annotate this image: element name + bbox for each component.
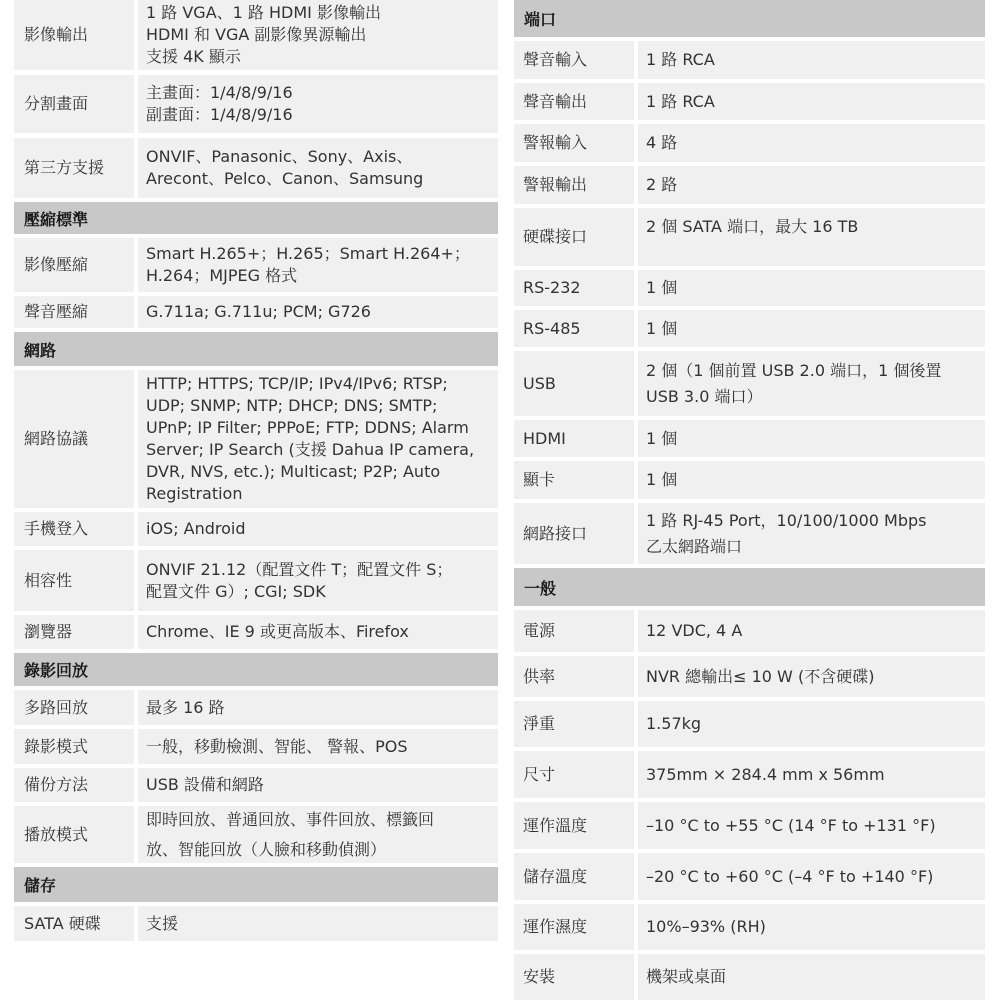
spec-row-power-rate (514, 656, 985, 697)
spec-label: 影像壓縮 (14, 238, 134, 292)
spec-label: SATA 硬碟 (14, 906, 134, 941)
spec-row-weight (514, 701, 985, 747)
spec-label: RS-232 (514, 270, 634, 306)
spec-label: 運作濕度 (514, 904, 634, 950)
spec-row-rs485 (514, 310, 985, 347)
spec-label: 影像輸出 (14, 0, 134, 70)
spec-label: USB (514, 351, 634, 416)
spec-value: ONVIF、Panasonic、Sony、Axis、 Arecont、Pelco、Canon、Samsung (138, 138, 498, 198)
spec-row-usb (514, 351, 985, 416)
spec-row-op-temp (514, 802, 985, 849)
spec-label: 手機登入 (14, 512, 134, 546)
spec-row-split-screen (14, 75, 498, 133)
spec-value: 10%–93% (RH) (638, 904, 985, 950)
spec-value: 1 個 (638, 461, 985, 499)
spec-value: 1 個 (638, 420, 985, 457)
spec-row-hdd (514, 208, 985, 266)
spec-value: 一般，移動檢測、智能、 警報、POS (138, 729, 498, 764)
spec-value: G.711a; G.711u; PCM; G726 (138, 296, 498, 328)
spec-row-playback-mode (14, 806, 498, 863)
spec-label: 聲音壓縮 (14, 296, 134, 328)
spec-label: 瀏覽器 (14, 615, 134, 649)
spec-label: 網路接口 (514, 503, 634, 564)
section-header-storage: 儲存 (14, 867, 498, 902)
spec-value: NVR 總輸出≤ 10 W (不含硬碟) (638, 656, 985, 697)
spec-row-install (514, 954, 985, 1000)
spec-label: 聲音輸出 (514, 83, 634, 120)
spec-row-sata (14, 906, 498, 941)
spec-row-video-output (14, 0, 498, 70)
spec-value: Smart H.265+；H.265；Smart H.264+； H.264；MJPEG 格式 (138, 238, 498, 292)
spec-value: 12 VDC, 4 A (638, 610, 985, 652)
spec-row-hdmi (514, 420, 985, 457)
spec-row-alarm-out (514, 166, 985, 204)
spec-value: HTTP; HTTPS; TCP/IP; IPv4/IPv6; RTSP; UDP; SNMP; NTP; DHCP; DNS; SMTP; UPnP; IP Filter; PPPoE; FTP; DDNS; Alarm Server; IP Search (支援 Dahua IP camera, DVR, NVS, etc.); Multicast; P2P; Auto Registration (138, 370, 498, 508)
spec-value: 1 個 (638, 310, 985, 347)
spec-label: 電源 (514, 610, 634, 652)
section-header-compression: 壓縮標準 (14, 202, 498, 234)
spec-label: 安裝 (514, 954, 634, 1000)
spec-label: 警報輸出 (514, 166, 634, 204)
spec-label: 播放模式 (14, 806, 134, 863)
spec-label: 顯卡 (514, 461, 634, 499)
spec-value: 2 個 SATA 端口，最大 16 TB (638, 208, 985, 266)
spec-value: 1 路 VGA、1 路 HDMI 影像輸出 HDMI 和 VGA 副影像異源輸出 支援 4K 顯示 (138, 0, 498, 70)
spec-label: 警報輸入 (514, 124, 634, 162)
spec-value: iOS; Android (138, 512, 498, 546)
spec-label: RS-485 (514, 310, 634, 347)
spec-row-multi-playback (14, 690, 498, 725)
spec-row-audio-out (514, 83, 985, 120)
section-header-ports: 端口 (514, 0, 985, 37)
spec-label: 淨重 (514, 701, 634, 747)
spec-label: 相容性 (14, 550, 134, 611)
spec-row-record-mode (14, 729, 498, 764)
spec-value: 4 路 (638, 124, 985, 162)
spec-row-gpu (514, 461, 985, 499)
spec-label: 硬碟接口 (514, 208, 634, 266)
spec-row-mobile-login (14, 512, 498, 546)
spec-label: 運作溫度 (514, 802, 634, 849)
spec-value: 1 個 (638, 270, 985, 306)
spec-value: ONVIF 21.12（配置文件 T；配置文件 S； 配置文件 G）; CGI; SDK (138, 550, 498, 611)
spec-value: 最多 16 路 (138, 690, 498, 725)
spec-label: 供率 (514, 656, 634, 697)
spec-value: 支援 (138, 906, 498, 941)
spec-value: 1 路 RCA (638, 41, 985, 79)
spec-label: 第三方支援 (14, 138, 134, 198)
spec-row-network-protocol (14, 370, 498, 508)
spec-label: 儲存溫度 (514, 853, 634, 900)
spec-value: 主畫面：1/4/8/9/16 副畫面：1/4/8/9/16 (138, 75, 498, 133)
spec-label: 分割畫面 (14, 75, 134, 133)
spec-value: 1 路 RJ-45 Port，10/100/1000 Mbps 乙太網路端口 (638, 503, 985, 564)
spec-value: Chrome、IE 9 或更高版本、Firefox (138, 615, 498, 649)
spec-row-lan (514, 503, 985, 564)
spec-value: 1.57kg (638, 701, 985, 747)
spec-value: 機架或桌面 (638, 954, 985, 1000)
spec-value: USB 設備和網路 (138, 768, 498, 802)
spec-value: 375mm × 284.4 mm x 56mm (638, 751, 985, 798)
section-header-network: 網路 (14, 332, 498, 366)
spec-row-op-humidity (514, 904, 985, 950)
spec-label: 聲音輸入 (514, 41, 634, 79)
spec-label: 多路回放 (14, 690, 134, 725)
spec-row-alarm-in (514, 124, 985, 162)
spec-value: 即時回放、普通回放、事件回放、標籤回 放、智能回放（人臉和移動偵測） (138, 806, 498, 863)
spec-row-size (514, 751, 985, 798)
spec-row-compatibility (14, 550, 498, 611)
spec-row-browser (14, 615, 498, 649)
section-header-playback: 錄影回放 (14, 653, 498, 686)
spec-row-power (514, 610, 985, 652)
spec-value: 2 路 (638, 166, 985, 204)
spec-value: 2 個（1 個前置 USB 2.0 端口，1 個後置 USB 3.0 端口） (638, 351, 985, 416)
spec-row-video-compression (14, 238, 498, 292)
spec-row-storage-temp (514, 853, 985, 900)
spec-value: 1 路 RCA (638, 83, 985, 120)
spec-label: 錄影模式 (14, 729, 134, 764)
spec-value: –10 °C to +55 °C (14 °F to +131 °F) (638, 802, 985, 849)
spec-row-audio-compression (14, 296, 498, 328)
section-header-general: 一般 (514, 568, 985, 606)
spec-label: HDMI (514, 420, 634, 457)
spec-row-third-party (14, 138, 498, 198)
spec-row-backup (14, 768, 498, 802)
spec-row-audio-in (514, 41, 985, 79)
spec-label: 備份方法 (14, 768, 134, 802)
spec-row-rs232 (514, 270, 985, 306)
spec-value: –20 °C to +60 °C (–4 °F to +140 °F) (638, 853, 985, 900)
spec-label: 網路協議 (14, 370, 134, 508)
spec-label: 尺寸 (514, 751, 634, 798)
